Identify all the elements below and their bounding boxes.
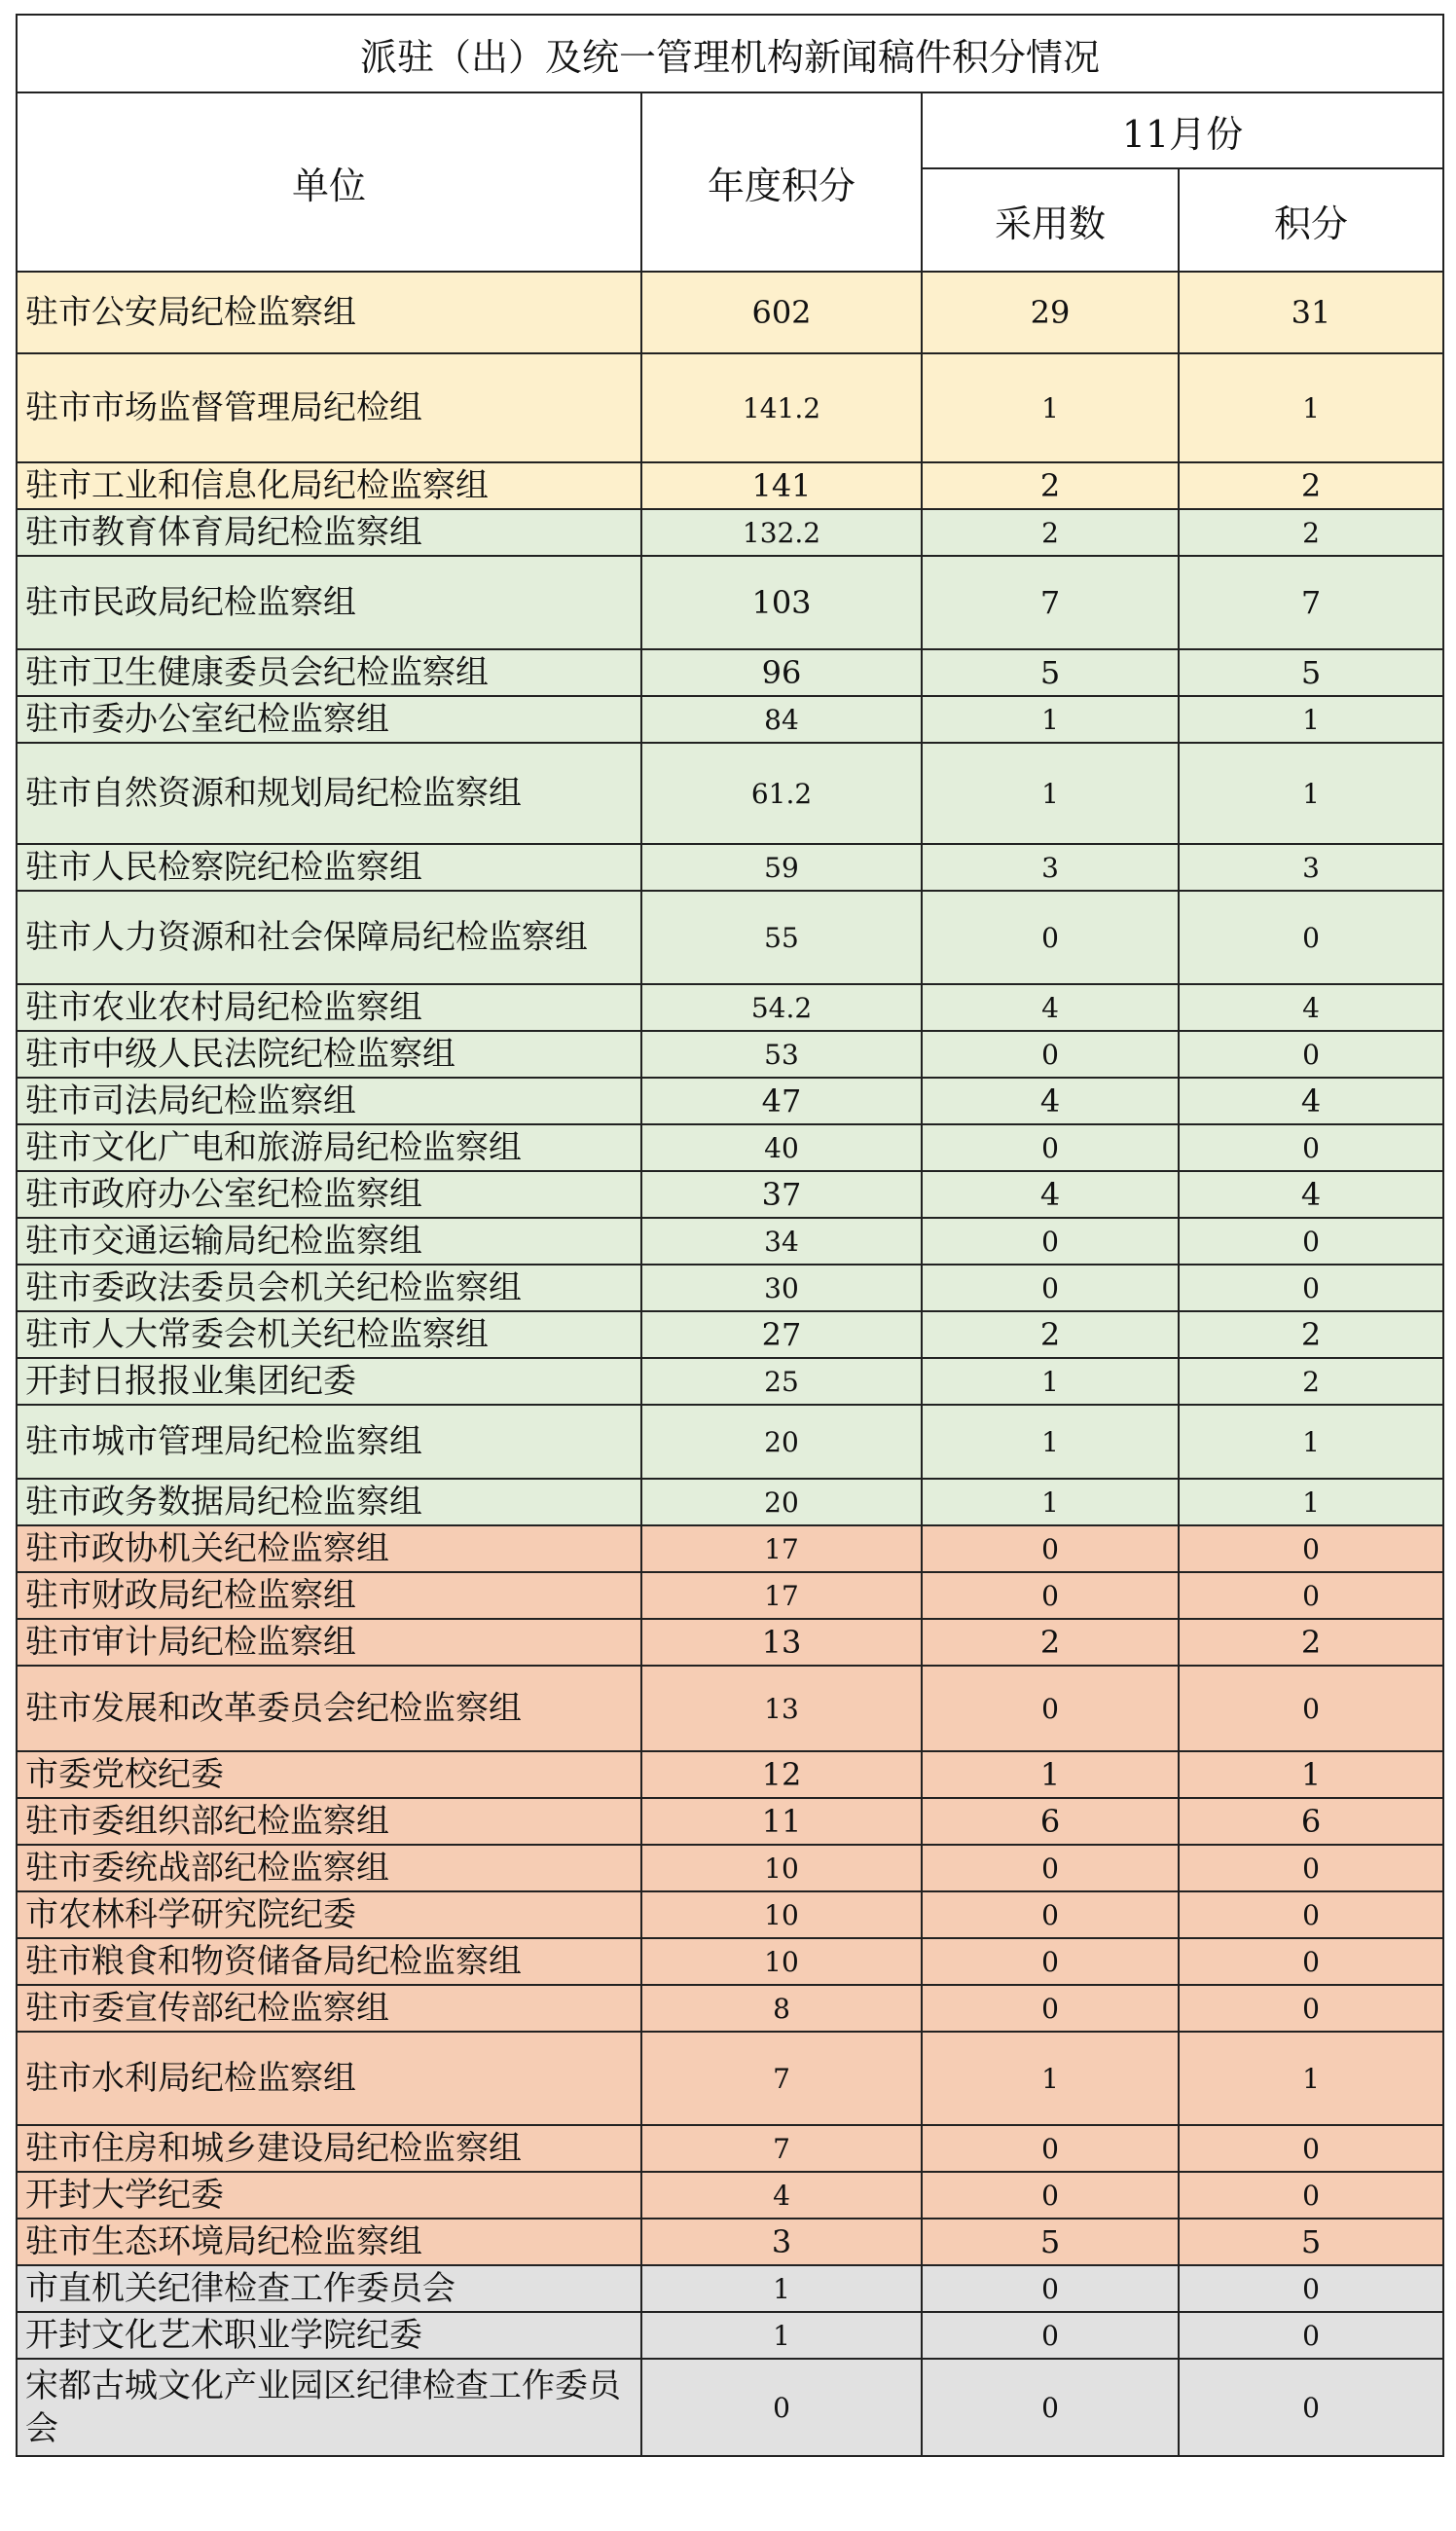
table-row: [17, 1798, 1443, 1845]
unit-name-cell: 开封日报报业集团纪委: [17, 1358, 641, 1405]
table-row: [17, 1405, 1443, 1479]
annual-score-cell: 8: [641, 1985, 922, 2032]
unit-name-cell: 驻市人大常委会机关纪检监察组: [17, 1311, 641, 1358]
adopted-count-cell: 0: [922, 1938, 1179, 1985]
annual-score-cell: 34: [641, 1218, 922, 1265]
month-score-cell: 7: [1179, 556, 1443, 649]
unit-name-cell: 驻市水利局纪检监察组: [17, 2032, 641, 2125]
unit-name-cell: 驻市市场监督管理局纪检组: [17, 353, 641, 462]
annual-score-cell: 3: [641, 2219, 922, 2265]
adopted-count-cell: 0: [922, 1124, 1179, 1171]
month-score-cell: 0: [1179, 1031, 1443, 1078]
annual-score-cell: 10: [641, 1938, 922, 1985]
table-row: [17, 2219, 1443, 2265]
adopted-count-cell: 0: [922, 2172, 1179, 2219]
adopted-count-cell: 6: [922, 1798, 1179, 1845]
month-score-cell: 0: [1179, 1572, 1443, 1619]
adopted-count-cell: 0: [922, 2125, 1179, 2172]
month-score-cell: 0: [1179, 1525, 1443, 1572]
table-row: [17, 984, 1443, 1031]
adopted-count-cell: 1: [922, 2032, 1179, 2125]
adopted-count-cell: 2: [922, 1311, 1179, 1358]
annual-score-cell: 141.2: [641, 353, 922, 462]
month-score-cell: 0: [1179, 891, 1443, 984]
annual-score-cell: 1: [641, 2312, 922, 2359]
table-row: [17, 649, 1443, 696]
table-row: [17, 1751, 1443, 1798]
unit-name-cell: 市直机关纪律检查工作委员会: [17, 2265, 641, 2312]
month-score-cell: 2: [1179, 1619, 1443, 1666]
annual-score-cell: 602: [641, 272, 922, 353]
adopted-count-cell: 1: [922, 696, 1179, 743]
annual-score-cell: 13: [641, 1619, 922, 1666]
adopted-count-cell: 4: [922, 1078, 1179, 1124]
adopted-count-cell: 4: [922, 984, 1179, 1031]
unit-name-cell: 开封文化艺术职业学院纪委: [17, 2312, 641, 2359]
month-score-cell: 0: [1179, 2359, 1443, 2456]
annual-score-cell: 53: [641, 1031, 922, 1078]
month-score-cell: 0: [1179, 2312, 1443, 2359]
annual-score-cell: 96: [641, 649, 922, 696]
month-score-cell: 2: [1179, 509, 1443, 556]
annual-score-cell: 10: [641, 1891, 922, 1938]
adopted-count-cell: 0: [922, 2312, 1179, 2359]
table-row: [17, 1479, 1443, 1525]
header-unit: 单位: [17, 92, 641, 272]
adopted-count-cell: 4: [922, 1171, 1179, 1218]
unit-name-cell: 开封大学纪委: [17, 2172, 641, 2219]
table-row: [17, 1124, 1443, 1171]
table-row: [17, 1078, 1443, 1124]
table-row: [17, 1891, 1443, 1938]
adopted-count-cell: 0: [922, 1666, 1179, 1751]
month-score-cell: 31: [1179, 272, 1443, 353]
annual-score-cell: 37: [641, 1171, 922, 1218]
annual-score-cell: 17: [641, 1572, 922, 1619]
adopted-count-cell: 0: [922, 1265, 1179, 1311]
table-row: [17, 2312, 1443, 2359]
annual-score-cell: 55: [641, 891, 922, 984]
unit-name-cell: 驻市工业和信息化局纪检监察组: [17, 462, 641, 509]
table-row: [17, 743, 1443, 844]
table-row: [17, 2172, 1443, 2219]
month-score-cell: 2: [1179, 1311, 1443, 1358]
table-row: [17, 353, 1443, 462]
unit-name-cell: 驻市财政局纪检监察组: [17, 1572, 641, 1619]
table-row: [17, 2032, 1443, 2125]
annual-score-cell: 17: [641, 1525, 922, 1572]
unit-name-cell: 驻市审计局纪检监察组: [17, 1619, 641, 1666]
adopted-count-cell: 1: [922, 1358, 1179, 1405]
annual-score-cell: 20: [641, 1405, 922, 1479]
annual-score-cell: 12: [641, 1751, 922, 1798]
unit-name-cell: 驻市中级人民法院纪检监察组: [17, 1031, 641, 1078]
month-score-cell: 0: [1179, 1985, 1443, 2032]
score-table: [16, 14, 1444, 2457]
table-body: [17, 272, 1443, 2456]
annual-score-cell: 132.2: [641, 509, 922, 556]
table-row: [17, 1358, 1443, 1405]
table-row: [17, 509, 1443, 556]
month-score-cell: 1: [1179, 743, 1443, 844]
adopted-count-cell: 2: [922, 462, 1179, 509]
unit-name-cell: 驻市交通运输局纪检监察组: [17, 1218, 641, 1265]
table-row: [17, 1171, 1443, 1218]
month-score-cell: 0: [1179, 1891, 1443, 1938]
adopted-count-cell: 0: [922, 1031, 1179, 1078]
annual-score-cell: 59: [641, 844, 922, 891]
month-score-cell: 0: [1179, 2172, 1443, 2219]
month-score-cell: 0: [1179, 1124, 1443, 1171]
annual-score-cell: 20: [641, 1479, 922, 1525]
month-score-cell: 0: [1179, 1938, 1443, 1985]
annual-score-cell: 1: [641, 2265, 922, 2312]
annual-score-cell: 141: [641, 462, 922, 509]
unit-name-cell: 驻市人民检察院纪检监察组: [17, 844, 641, 891]
adopted-count-cell: 2: [922, 509, 1179, 556]
month-score-cell: 0: [1179, 1265, 1443, 1311]
header-adopted-count: 采用数: [922, 168, 1179, 272]
month-score-cell: 0: [1179, 2125, 1443, 2172]
unit-name-cell: 驻市文化广电和旅游局纪检监察组: [17, 1124, 641, 1171]
annual-score-cell: 30: [641, 1265, 922, 1311]
month-score-cell: 5: [1179, 649, 1443, 696]
unit-name-cell: 驻市政府办公室纪检监察组: [17, 1171, 641, 1218]
unit-name-cell: 驻市司法局纪检监察组: [17, 1078, 641, 1124]
unit-name-cell: 驻市委统战部纪检监察组: [17, 1845, 641, 1891]
table-row: [17, 844, 1443, 891]
table-row: [17, 1666, 1443, 1751]
month-score-cell: 1: [1179, 353, 1443, 462]
adopted-count-cell: 5: [922, 649, 1179, 696]
month-score-cell: 0: [1179, 1218, 1443, 1265]
annual-score-cell: 13: [641, 1666, 922, 1751]
adopted-count-cell: 1: [922, 1751, 1179, 1798]
table-row: [17, 462, 1443, 509]
annual-score-cell: 0: [641, 2359, 922, 2456]
header-annual-score: 年度积分: [641, 92, 922, 272]
unit-name-cell: 驻市住房和城乡建设局纪检监察组: [17, 2125, 641, 2172]
month-score-cell: 1: [1179, 1405, 1443, 1479]
annual-score-cell: 103: [641, 556, 922, 649]
adopted-count-cell: 2: [922, 1619, 1179, 1666]
unit-name-cell: 驻市人力资源和社会保障局纪检监察组: [17, 891, 641, 984]
adopted-count-cell: 1: [922, 743, 1179, 844]
table-row: [17, 2125, 1443, 2172]
unit-name-cell: 宋都古城文化产业园区纪律检查工作委员会: [17, 2359, 641, 2456]
unit-name-cell: 驻市粮食和物资储备局纪检监察组: [17, 1938, 641, 1985]
unit-name-cell: 驻市发展和改革委员会纪检监察组: [17, 1666, 641, 1751]
adopted-count-cell: 7: [922, 556, 1179, 649]
month-score-cell: 5: [1179, 2219, 1443, 2265]
unit-name-cell: 驻市农业农村局纪检监察组: [17, 984, 641, 1031]
adopted-count-cell: 1: [922, 353, 1179, 462]
unit-name-cell: 驻市生态环境局纪检监察组: [17, 2219, 641, 2265]
unit-name-cell: 驻市委政法委员会机关纪检监察组: [17, 1265, 641, 1311]
adopted-count-cell: 0: [922, 1891, 1179, 1938]
unit-name-cell: 驻市卫生健康委员会纪检监察组: [17, 649, 641, 696]
unit-name-cell: 驻市政务数据局纪检监察组: [17, 1479, 641, 1525]
unit-name-cell: 驻市公安局纪检监察组: [17, 272, 641, 353]
month-score-cell: 1: [1179, 1751, 1443, 1798]
table-row: [17, 1031, 1443, 1078]
table-row: [17, 1218, 1443, 1265]
adopted-count-cell: 1: [922, 1405, 1179, 1479]
table-row: [17, 1311, 1443, 1358]
adopted-count-cell: 0: [922, 1525, 1179, 1572]
table-row: [17, 1265, 1443, 1311]
annual-score-cell: 27: [641, 1311, 922, 1358]
annual-score-cell: 61.2: [641, 743, 922, 844]
month-score-cell: 2: [1179, 1358, 1443, 1405]
month-score-cell: 3: [1179, 844, 1443, 891]
month-score-cell: 1: [1179, 2032, 1443, 2125]
unit-name-cell: 驻市自然资源和规划局纪检监察组: [17, 743, 641, 844]
adopted-count-cell: 0: [922, 2359, 1179, 2456]
unit-name-cell: 市委党校纪委: [17, 1751, 641, 1798]
annual-score-cell: 40: [641, 1124, 922, 1171]
annual-score-cell: 7: [641, 2125, 922, 2172]
table-row: [17, 2359, 1443, 2456]
unit-name-cell: 驻市委办公室纪检监察组: [17, 696, 641, 743]
month-score-cell: 0: [1179, 1845, 1443, 1891]
table-row: [17, 2265, 1443, 2312]
table-row: [17, 1619, 1443, 1666]
unit-name-cell: 驻市委宣传部纪检监察组: [17, 1985, 641, 2032]
unit-name-cell: 驻市教育体育局纪检监察组: [17, 509, 641, 556]
adopted-count-cell: 0: [922, 1218, 1179, 1265]
adopted-count-cell: 3: [922, 844, 1179, 891]
table-row: [17, 891, 1443, 984]
annual-score-cell: 54.2: [641, 984, 922, 1031]
table-row: [17, 1572, 1443, 1619]
table-row: [17, 1985, 1443, 2032]
annual-score-cell: 10: [641, 1845, 922, 1891]
unit-name-cell: 驻市委组织部纪检监察组: [17, 1798, 641, 1845]
adopted-count-cell: 29: [922, 272, 1179, 353]
unit-name-cell: 驻市民政局纪检监察组: [17, 556, 641, 649]
table-title: 派驻（出）及统一管理机构新闻稿件积分情况: [17, 15, 1443, 92]
table-row: [17, 272, 1443, 353]
adopted-count-cell: 5: [922, 2219, 1179, 2265]
header-month-score: 积分: [1179, 168, 1443, 272]
month-score-cell: 4: [1179, 1171, 1443, 1218]
adopted-count-cell: 0: [922, 1985, 1179, 2032]
annual-score-cell: 11: [641, 1798, 922, 1845]
month-score-cell: 6: [1179, 1798, 1443, 1845]
table-row: [17, 1845, 1443, 1891]
annual-score-cell: 25: [641, 1358, 922, 1405]
adopted-count-cell: 0: [922, 1845, 1179, 1891]
adopted-count-cell: 1: [922, 1479, 1179, 1525]
month-score-cell: 2: [1179, 462, 1443, 509]
month-score-cell: 4: [1179, 1078, 1443, 1124]
unit-name-cell: 驻市政协机关纪检监察组: [17, 1525, 641, 1572]
table-row: [17, 696, 1443, 743]
adopted-count-cell: 0: [922, 1572, 1179, 1619]
header-month: 11月份: [922, 92, 1443, 168]
annual-score-cell: 4: [641, 2172, 922, 2219]
month-score-cell: 1: [1179, 1479, 1443, 1525]
annual-score-cell: 47: [641, 1078, 922, 1124]
table-row: [17, 556, 1443, 649]
table-row: [17, 1525, 1443, 1572]
unit-name-cell: 市农林科学研究院纪委: [17, 1891, 641, 1938]
annual-score-cell: 7: [641, 2032, 922, 2125]
table-row: [17, 1938, 1443, 1985]
score-table-sheet: [16, 14, 1442, 2457]
adopted-count-cell: 0: [922, 891, 1179, 984]
annual-score-cell: 84: [641, 696, 922, 743]
month-score-cell: 1: [1179, 696, 1443, 743]
month-score-cell: 0: [1179, 2265, 1443, 2312]
month-score-cell: 0: [1179, 1666, 1443, 1751]
month-score-cell: 4: [1179, 984, 1443, 1031]
unit-name-cell: 驻市城市管理局纪检监察组: [17, 1405, 641, 1479]
adopted-count-cell: 0: [922, 2265, 1179, 2312]
